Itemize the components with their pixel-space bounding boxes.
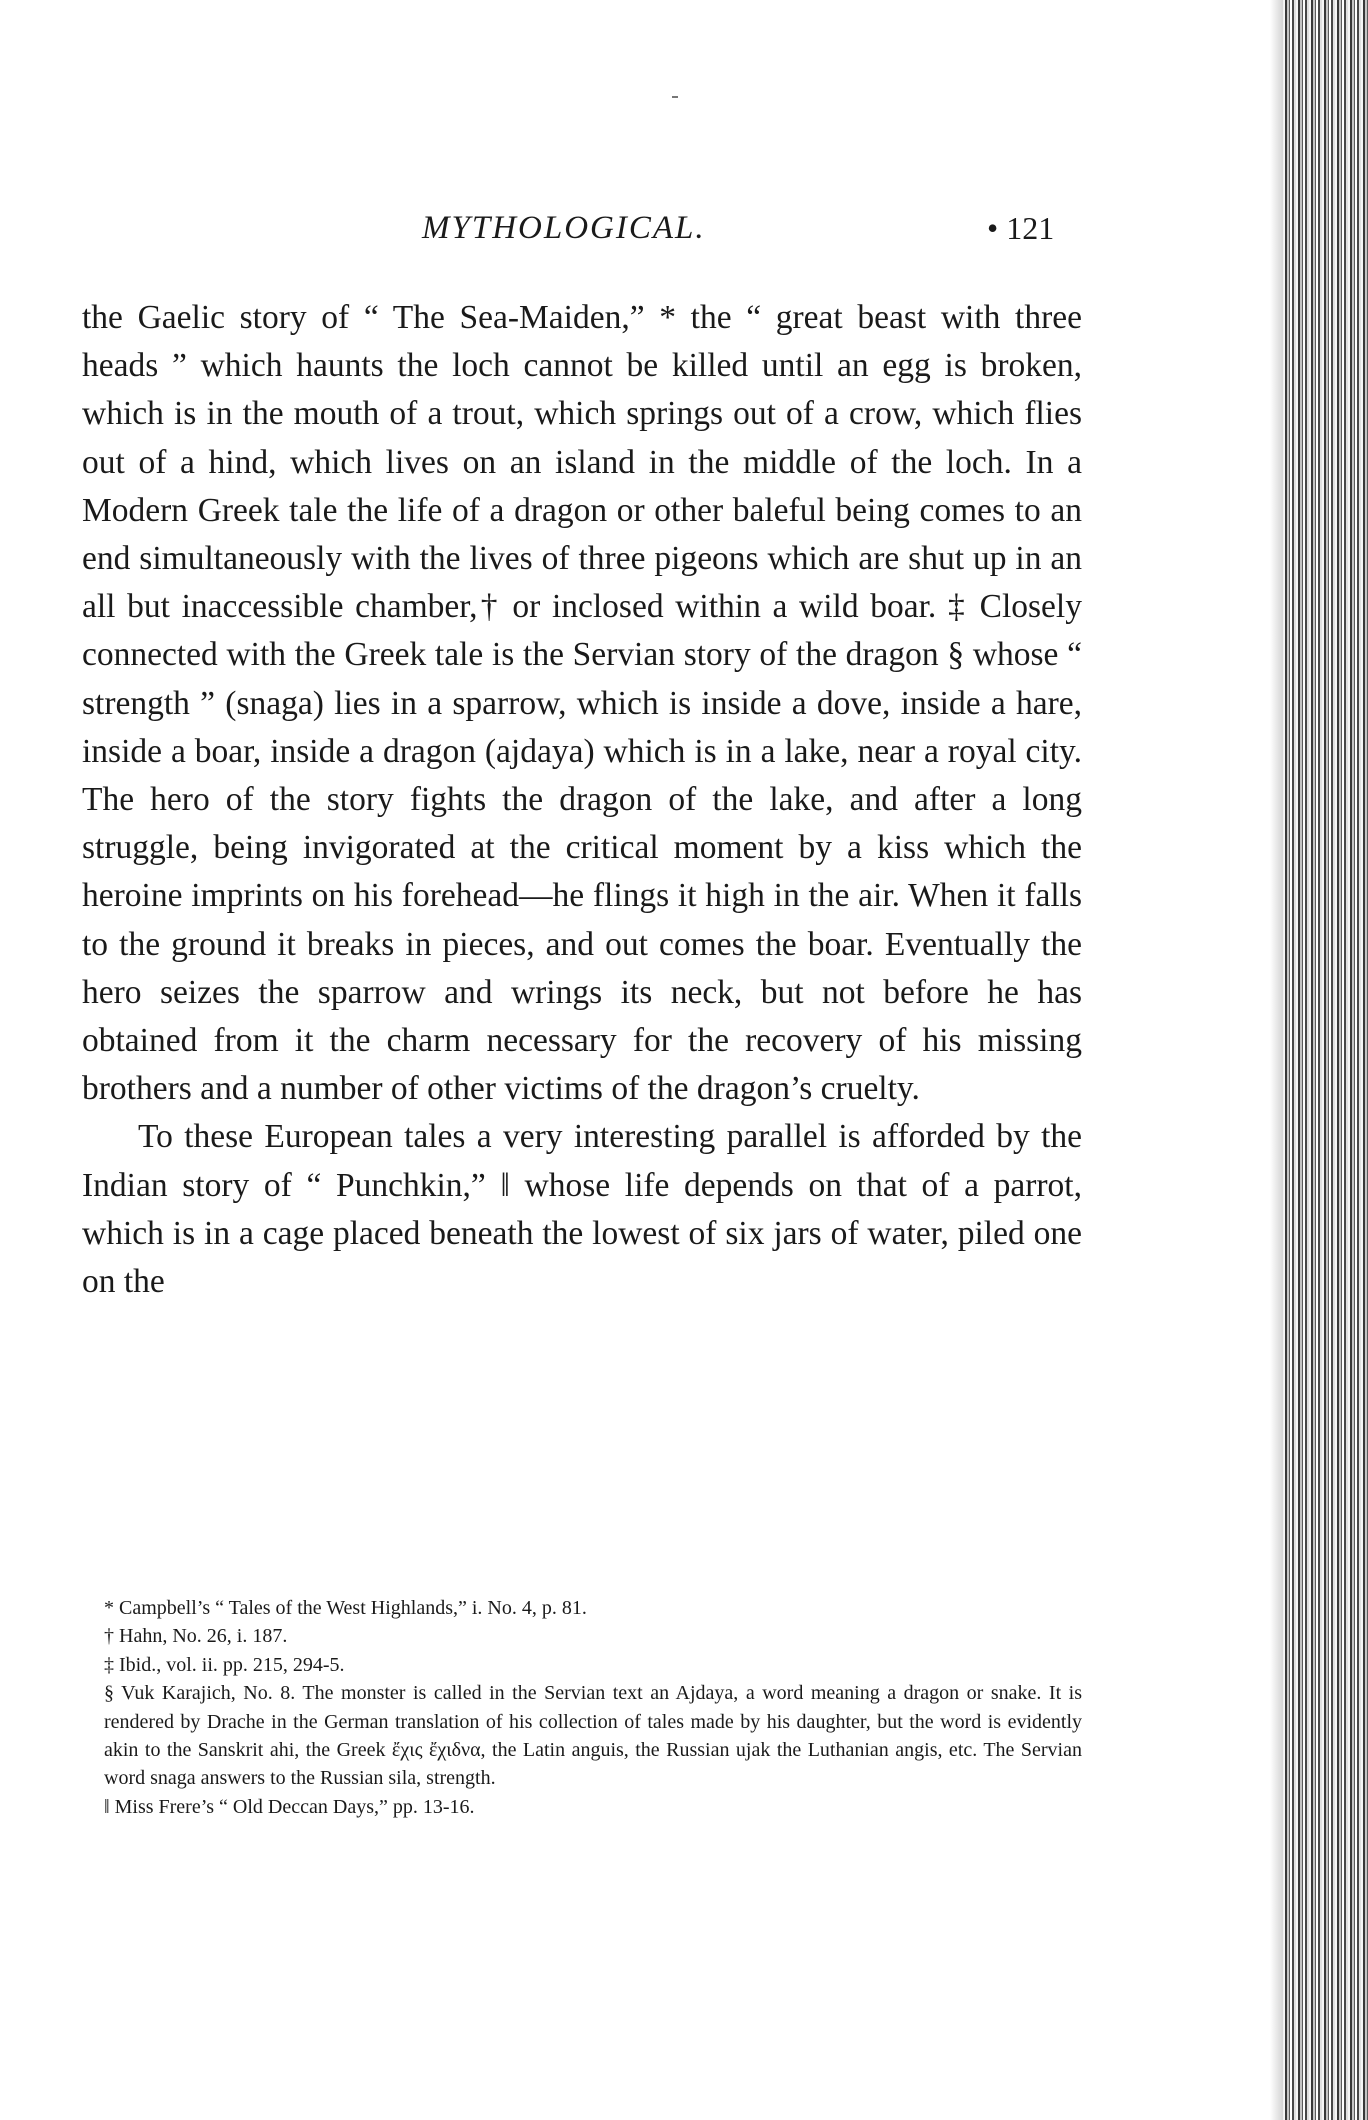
running-title: MYTHOLOGICAL. [422, 210, 706, 246]
page-edge-gutter [1283, 0, 1368, 2120]
binding-shadow [1270, 0, 1284, 2120]
footnote: ‖ Miss Frere’s “ Old Deccan Days,” pp. 13-16. [104, 1795, 475, 1818]
stray-ink-mark [672, 96, 678, 98]
body-paragraph: To these European tales a very interesting parallel is afforded by the Indian story of “ Punchkin,” ‖ whose life depends on that of a parrot, which is in a cage placed beneath the lowest of six jars of water, piled one on the [82, 1118, 1082, 1301]
body-text [82, 294, 1082, 1306]
footnote: § Vuk Karajich, No. 8. The monster is called in the Servian text an Ajdaya, a word meaning a dragon or snake. It is rendered by Drache in the German translation of his collection of tales made by his daughter, but the word is evidently akin to the Sanskrit ahi, the Greek ἔχις ἔχιδνα, the Latin anguis, the Russian ujak the Luthanian angis, etc. The Servian word snaga answers to the Russian sila, strength. [104, 1682, 1082, 1790]
footnote: ‡ Ibid., vol. ii. pp. 215, 294-5. [104, 1653, 345, 1676]
page-number: • 121 [987, 210, 1055, 246]
footnote: * Campbell’s “ Tales of the West Highlands,” i. No. 4, p. 81. [104, 1597, 587, 1619]
footnotes [82, 1594, 1082, 1821]
page-header [82, 210, 1082, 262]
body-paragraph: the Gaelic story of “ The Sea-Maiden,” * the “ great beast with three heads ” which haunts the loch cannot be killed until an egg is broken, which is in the mouth of a trout, which springs out of a crow, which flies out of a hind, which lives on an island in the middle of the loch. In a Modern Greek tale the life of a dragon or other baleful being comes to an end simultaneously with the lives of three pigeons which are shut up in an all but inaccessible chamber,† or inclosed within a wild boar. ‡ Closely connected with the Greek tale is the Servian story of the dragon § whose “ strength ” (snaga) lies in a sparrow, which is inside a dove, inside a hare, inside a boar, inside a dragon (ajdaya) which is in a lake, near a royal city. The hero of the story fights the dragon of the lake, and after a long struggle, being invigorated at the critical moment by a kiss which the heroine imprints on his forehead—he flings it high in the air. When it falls to the ground it breaks in pieces, and out comes the boar. Eventually the hero seizes the sparrow and wrings its neck, but not before he has obtained from it the charm necessary for the recovery of his missing brothers and a number of other victims of the dragon’s cruelty. [82, 299, 1082, 1108]
footnote: † Hahn, No. 26, i. 187. [104, 1625, 288, 1648]
